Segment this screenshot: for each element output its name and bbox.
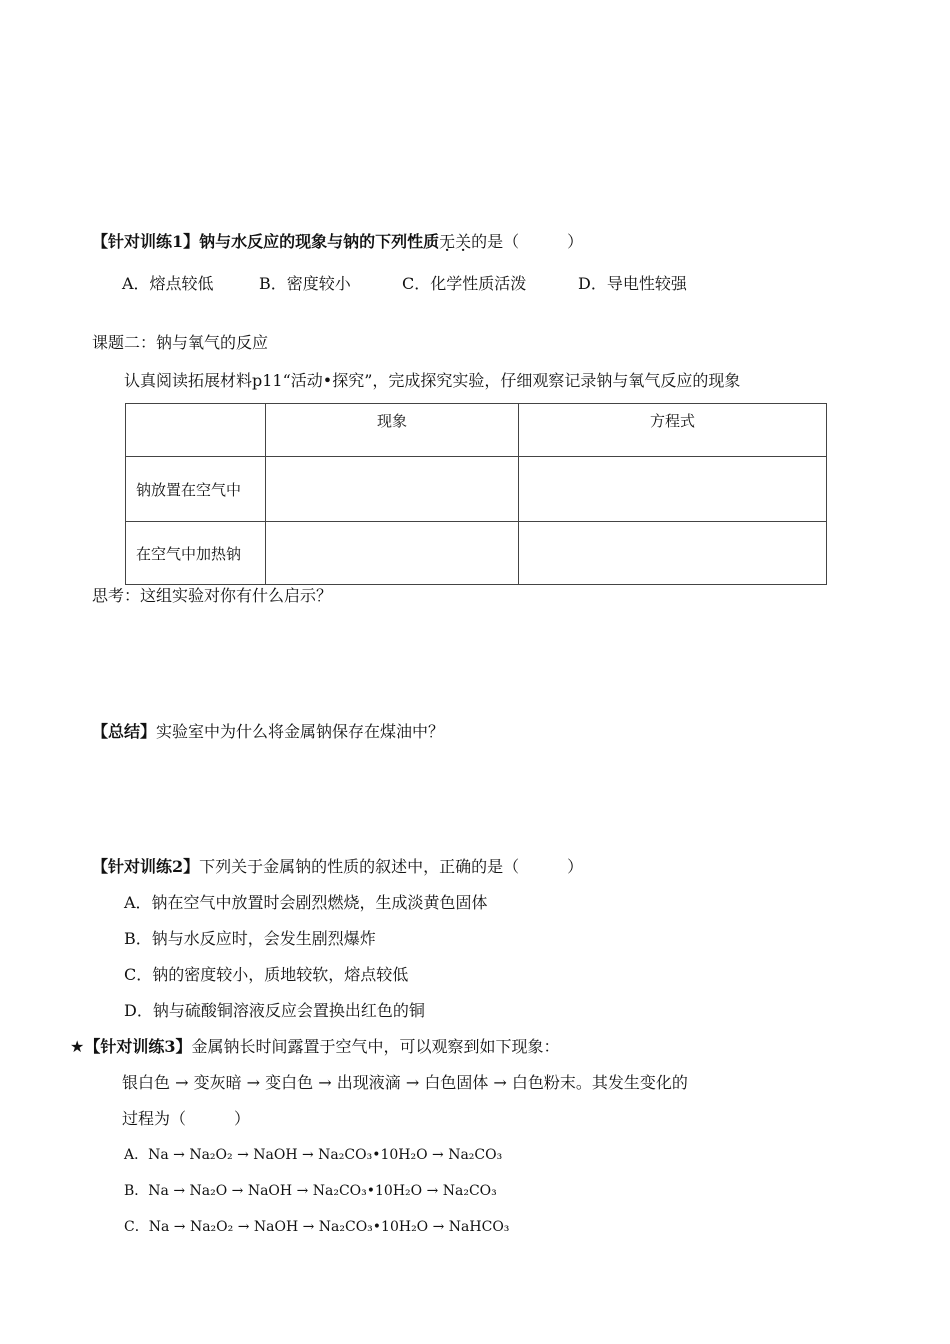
q1-suffix: 的是（ ） [471, 232, 584, 251]
table-row [126, 522, 827, 585]
table-row [126, 457, 827, 522]
q2-option-d[interactable]: D．钠与硫酸铜溶液反应会置换出红色的铜 [124, 1001, 425, 1020]
q3-process-prompt: 过程为（ ） [122, 1109, 251, 1128]
q2-option-a[interactable]: A．钠在空气中放置时会剧烈燃烧，生成淡黄色固体 [124, 893, 488, 912]
table-header-blank [126, 404, 266, 457]
question-3-stem [70, 1037, 560, 1057]
q1-option-d[interactable]: D．导电性较强 [578, 274, 687, 293]
q2-option-b[interactable]: B．钠与水反应时，会发生剧烈爆炸 [124, 929, 376, 948]
phenomenon-cell-air[interactable] [266, 457, 519, 522]
question-1-stem [92, 232, 583, 252]
equation-cell-air[interactable] [519, 457, 827, 522]
summary-question [92, 722, 444, 742]
question-2-stem [92, 857, 583, 877]
emphasis-char-2: 关 [455, 232, 472, 251]
star-icon: ★ [70, 1037, 85, 1056]
row-label-heat: 在空气中加热钠 [126, 522, 266, 585]
table-header-phenomenon: 现象 [266, 404, 519, 457]
q3-option-a[interactable]: A．Na → Na₂O₂ → NaOH → Na₂CO₃•10H₂O → Na₂CO₃ [124, 1147, 503, 1163]
q2-text: 下列关于金属钠的性质的叙述中，正确的是（ ） [199, 857, 584, 876]
q3-tag: 【针对训练3】 [84, 1037, 192, 1056]
q2-tag: 【针对训练2】 [92, 857, 200, 876]
emphasis-char-1: 无 [439, 232, 456, 251]
question-1-options [122, 274, 687, 294]
q1-option-c[interactable]: C．化学性质活泼 [402, 274, 527, 293]
q3-color-sequence: 银白色 → 变灰暗 → 变白色 → 出现液滴 → 白色固体 → 白色粉末。其发生变化的 [122, 1073, 688, 1092]
q2-option-c[interactable]: C．钠的密度较小，质地较软，熔点较低 [124, 965, 409, 984]
topic-2-heading: 课题二：钠与氧气的反应 [92, 333, 269, 352]
row-label-air: 钠放置在空气中 [126, 457, 266, 522]
q1-prefix: 【针对训练1】钠与水反应的现象与钠的下列性质 [92, 232, 440, 251]
q3-option-c[interactable]: C．Na → Na₂O₂ → NaOH → Na₂CO₃•10H₂O → NaHCO₃ [124, 1219, 510, 1235]
phenomenon-cell-heat[interactable] [266, 522, 519, 585]
q3-option-b[interactable]: B．Na → Na₂O → NaOH → Na₂CO₃•10H₂O → Na₂CO₃ [124, 1183, 497, 1199]
observation-table [125, 403, 827, 585]
q1-option-a[interactable]: A．熔点较低 [122, 274, 214, 293]
equation-cell-heat[interactable] [519, 522, 827, 585]
reading-instruction: 认真阅读拓展材料p11“活动•探究”，完成探究实验，仔细观察记录钠与氧气反应的现象 [124, 371, 741, 390]
q1-option-b[interactable]: B．密度较小 [259, 274, 351, 293]
summary-tag: 【总结】 [92, 722, 157, 741]
think-prompt: 思考：这组实验对你有什么启示？ [92, 586, 333, 605]
table-header-equation: 方程式 [519, 404, 827, 457]
summary-text: 实验室中为什么将金属钠保存在煤油中？ [156, 722, 445, 741]
q3-text: 金属钠长时间露置于空气中，可以观察到如下现象： [191, 1037, 560, 1056]
